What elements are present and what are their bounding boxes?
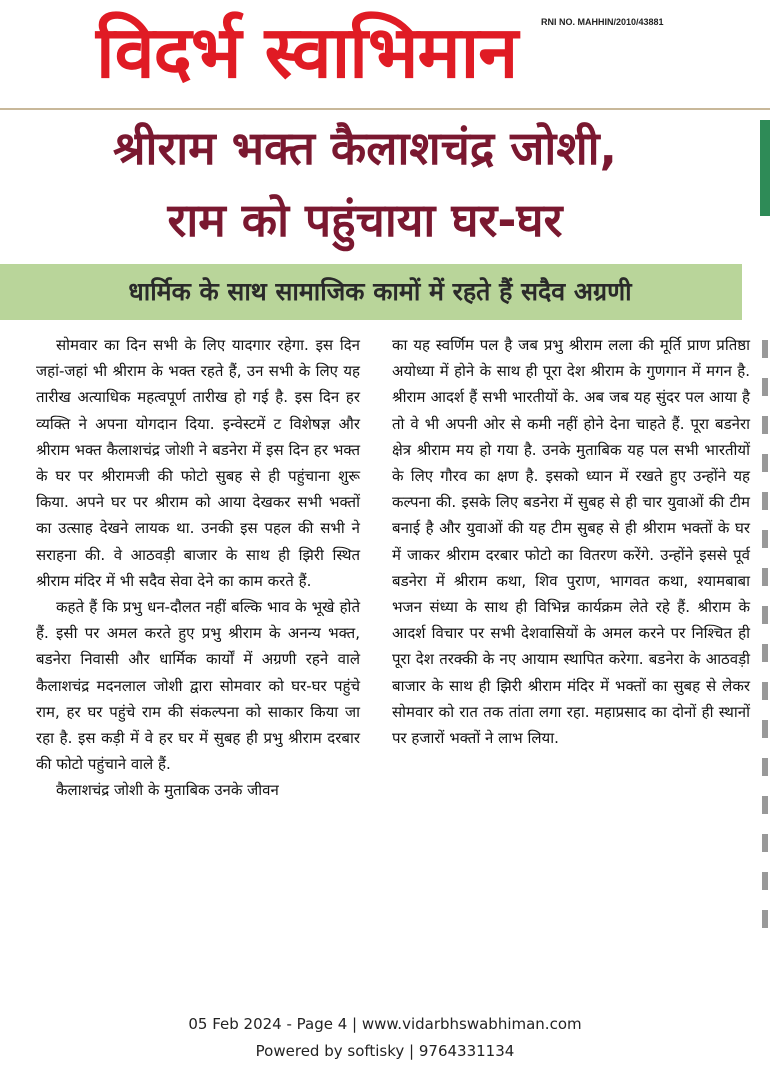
subheadline-band: [0, 264, 742, 320]
footer-powered-by: Powered by softisky | 9764331134: [255, 1042, 515, 1060]
paragraph: सोमवार का दिन सभी के लिए यादगार रहेगा. इस दिन जहां-जहां भी श्रीराम के भक्त रहते हैं, उन सभी के लिए यह तारीख अत्याधिक महत्वपूर्ण तारीख हो गई है. इस दिन हर व्यक्ति ने अपना योगदान दिया. इन्वेस्टमें ट विशेषज्ञ और श्रीराम भक्त कैलाशचंद्र जोशी ने बडनेरा में इस दिन हर भक्त के घर पर श्रीरामजी की फोटो सुबह से ही पहुंचाना शुरू किया. अपने घर पर श्रीराम को आया देखकर सभी भक्तों का उत्साह देखने लायक था. उनकी इस पहल की सभी ने सराहना की. वे आठवड़ी बाजार के साथ ही झिरी स्थित श्रीराम मंदिर में भी सदैव सेवा देने का काम करते हैं.: [36, 336, 360, 590]
subheadline: धार्मिक के साथ सामाजिक कामों में रहते हैं सदैव अग्रणी: [128, 277, 632, 306]
headline-line-2: राम को पहुंचाया घर-घर: [167, 193, 563, 247]
rni-number: RNI NO. MAHHIN/2010/43881: [541, 17, 664, 27]
adjacent-article-edge: [756, 334, 770, 984]
paragraph: कहते हैं कि प्रभु धन-दौलत नहीं बल्कि भाव के भूखे होते हैं. इसी पर अमल करते हुए प्रभु श्रीराम के अनन्य भक्त, बडनेरा निवासी और धार्मिक कार्यों में अग्रणी रहने वाले कैलाशचंद्र मदनलाल जोशी द्वारा सोमवार को घर-घर पहुंचे राम, हर घर पहुंचे राम की संकल्पना को साकार किया जा रहा है. इस कड़ी में वे हर घर में सुबह ही प्रभु श्रीराम दरबार की फोटो पहुंचाने वाले हैं.: [36, 598, 360, 774]
masthead-divider: [0, 108, 770, 110]
headline-line-1: श्रीराम भक्त कैलाशचंद्र जोशी,: [112, 121, 618, 175]
footer-date-page-url: 05 Feb 2024 - Page 4 | www.vidarbhswabhiman.com: [188, 1015, 582, 1033]
paragraph: का यह स्वर्णिम पल है जब प्रभु श्रीराम लला की मूर्ति प्राण प्रतिष्ठा अयोध्या में होने के साथ ही पूरा देश श्रीराम के गुणगान में मगन है. श्रीराम आदर्श हैं सभी भारतीयों के. अब जब यह सुंदर पल आया है तो वे भी अपनी ओर से कमी नहीं होने देना चाहते हैं. पूरा बडनेरा क्षेत्र श्रीराम मय हो गया है. उनके मुताबिक यह पल सभी भारतीयों के लिए गौरव का क्षण है. इसको ध्यान में रखते हुए उन्होंने यह कल्पना की. इसके लिए बडनेरा में सुबह से ही चार युवाओं की टीम बनाई है और युवाओं की यह टीम सुबह से ही श्रीराम भक्तों के घर में जाकर श्रीराम दरबार फोटो का वितरण करेंगे. उन्होंने इससे पूर्व बडनेरा में श्रीराम कथा, शिव पुराण, भागवत कथा, श्यामबाबा भजन संध्या के साथ ही विभिन्न कार्यक्रम लेते रहे हैं. श्रीराम के आदर्श विचार पर सभी देशवासियों के अमल करने पर निश्चित ही पूरा देश तरक्की के नए आयाम स्थापित करेगा. बडनेरा के आठवड़ी बाजार के साथ ही झिरी श्रीराम मंदिर में भक्तों का सुबह से लेकर सोमवार को रात तक तांता लगा रहा. महाप्रसाद का दोनों ही स्थानों पर हजारों भक्तों ने लाभ लिया.: [392, 336, 750, 748]
masthead-title: विदर्भ स्वाभिमान: [96, 10, 518, 94]
paragraph: कैलाशचंद्र जोशी के मुताबिक उनके जीवन: [56, 781, 279, 800]
edge-strip: [760, 120, 770, 216]
article-column-left: [36, 332, 360, 804]
article-column-right: [392, 332, 750, 751]
masthead: [0, 0, 770, 110]
